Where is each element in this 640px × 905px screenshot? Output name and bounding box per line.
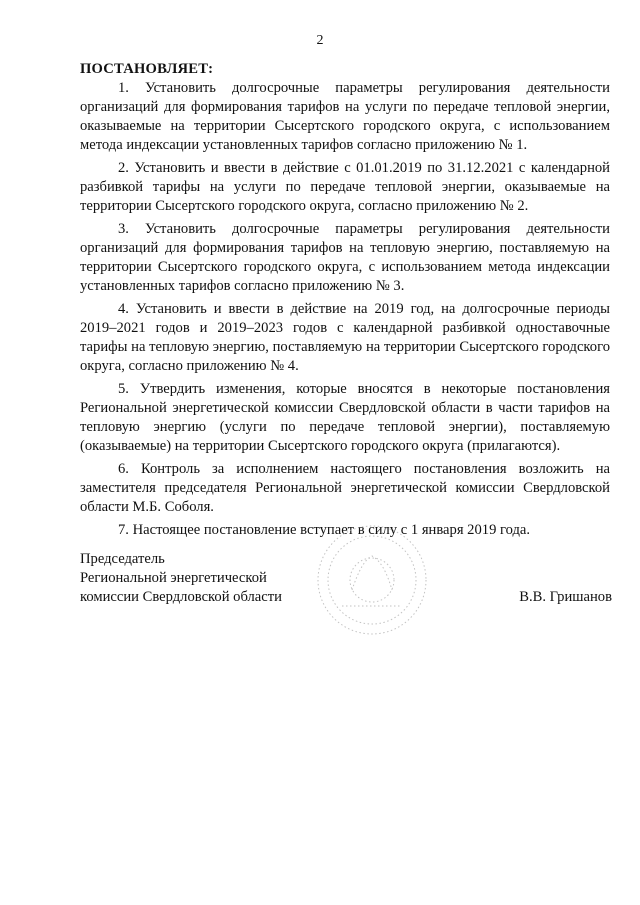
page-number: 2 [316,33,324,48]
paragraph-2: 2. Установить и ввести в действие с 01.01.2019 по 31.12.2021 с календарной разбивкой тарифы на услуги по передаче тепловой энергии, оказываемые на территории Сысертского городского округа, согласно приложению № 2. [80,160,610,214]
signer-name: В.В. Гришанов [519,589,612,605]
paragraph-7: 7. Настоящее постановление вступает в силу с 1 января 2019 года. [118,522,531,538]
paragraph-5: 5. Утвердить изменения, которые вносятся в некоторые постановления Региональной энергетической комиссии Свердловской области в части тарифов на тепловую энергию (услуги по передаче тепловой энергии), поставляемую (оказываемые) на территории Сысертского городского округа (прилагаются). [80,381,610,454]
paragraph-3: 3. Установить долгосрочные параметры регулирования деятельности организаций для формирования тарифов на тепловую энергию, поставляемую на территории Сысертского городского округа, с использованием метода индексации установленных тарифов согласно приложению № 3. [80,221,610,294]
paragraph-4: 4. Установить и ввести в действие на 2019 год, на долгосрочные периоды 2019–2021 годов и 2019–2023 годов с календарной разбивкой одноставочные тарифы на тепловую энергию, поставляемую на территории Сысертского городского округа, согласно приложению № 4. [80,301,610,374]
signer-title-line-3: комиссии Свердловской области [80,589,282,605]
official-seal-icon [312,520,432,640]
signer-title-line-1: Председатель [80,551,165,567]
document-body [80,60,610,544]
paragraph-1: 1. Установить долгосрочные параметры регулирования деятельности организаций для формирования тарифов на услуги по передаче тепловой энергии, оказываемые на территории Сысертского городского округа, с использованием метода индексации установленных тарифов согласно приложению № 1. [80,80,610,153]
signature-block [80,550,340,607]
resolution-heading: ПОСТАНОВЛЯЕТ: [80,61,214,77]
signer-title-line-2: Региональной энергетической [80,570,267,586]
paragraph-6: 6. Контроль за исполнением настоящего постановления возложить на заместителя председателя Региональной энергетической комиссии Свердловской области М.Б. Соболя. [80,461,610,515]
